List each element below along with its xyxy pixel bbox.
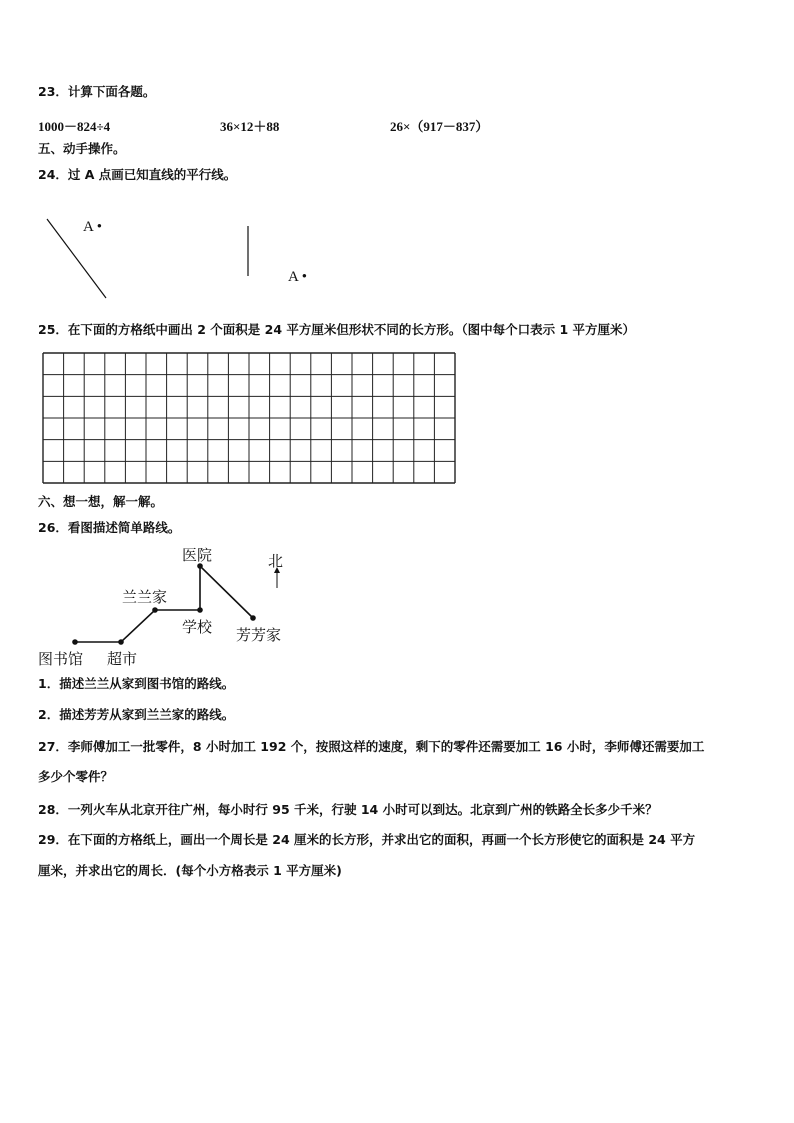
q29-line-2: 厘米，并求出它的周长．(每个小方格表示 1 平方厘米): [38, 863, 342, 878]
q26-title: 26．看图描述简单路线。: [38, 520, 181, 535]
q26-label-school: 学校: [182, 618, 213, 636]
q26-label-lanlan-home: 兰兰家: [122, 588, 168, 606]
q24-point-a-1-dot: •: [96, 219, 103, 235]
q26-node-school: [197, 607, 203, 613]
q27-line-1: 27．李师傅加工一批零件，8 小时加工 192 个，按照这样的速度，剩下的零件还需要加工 16 小时，李师傅还需要加工: [38, 739, 705, 754]
q26-label-supermarket: 超市: [107, 650, 138, 668]
q26-label-north: 北: [268, 552, 284, 570]
q23-expr-1: 1000－824÷4: [38, 119, 111, 134]
q28-text: 28．一列火车从北京开往广州，每小时行 95 千米，行驶 14 小时可以到达。北京到广州的铁路全长多少千米？: [38, 802, 658, 817]
q26-node-library: [72, 639, 78, 645]
q26-label-hospital: 医院: [182, 546, 213, 564]
q26-sub-2: 2．描述芳芳从家到兰兰家的路线。: [38, 707, 235, 722]
q23-title: 23．计算下面各题。: [38, 84, 156, 99]
q24-point-a-2-dot: •: [301, 269, 308, 285]
q27-line-2: 多少个零件？: [38, 769, 114, 784]
q26-label-fangfang-home: 芳芳家: [236, 626, 282, 644]
q25-title: 25．在下面的方格纸中画出 2 个面积是 24 平方厘米但形状不同的长方形。（图中每个口表示 1 平方厘米）: [38, 322, 636, 337]
q26-node-lanlan-home: [152, 607, 158, 613]
q24-title: 24．过 A 点画已知直线的平行线。: [38, 167, 237, 182]
q29-line-1: 29．在下面的方格纸上，画出一个周长是 24 厘米的长方形，并求出它的面积，再画一个长方形使它的面积是 24 平方: [38, 832, 696, 847]
q24-point-a-2-label: A: [288, 269, 299, 285]
q24-point-a-1-label: A: [83, 219, 94, 235]
q26-node-fangfang-home: [250, 615, 256, 621]
q26-label-library: 图书馆: [38, 650, 84, 668]
q26-sub-1: 1．描述兰兰从家到图书馆的路线。: [38, 676, 235, 691]
section-6-title: 六、想一想，解一解。: [38, 494, 164, 509]
q26-node-supermarket: [118, 639, 124, 645]
q23-expr-2: 36×12＋88: [220, 119, 280, 134]
q23-expr-3: 26×（917－837）: [390, 119, 489, 134]
section-5-title: 五、动手操作。: [38, 141, 126, 156]
